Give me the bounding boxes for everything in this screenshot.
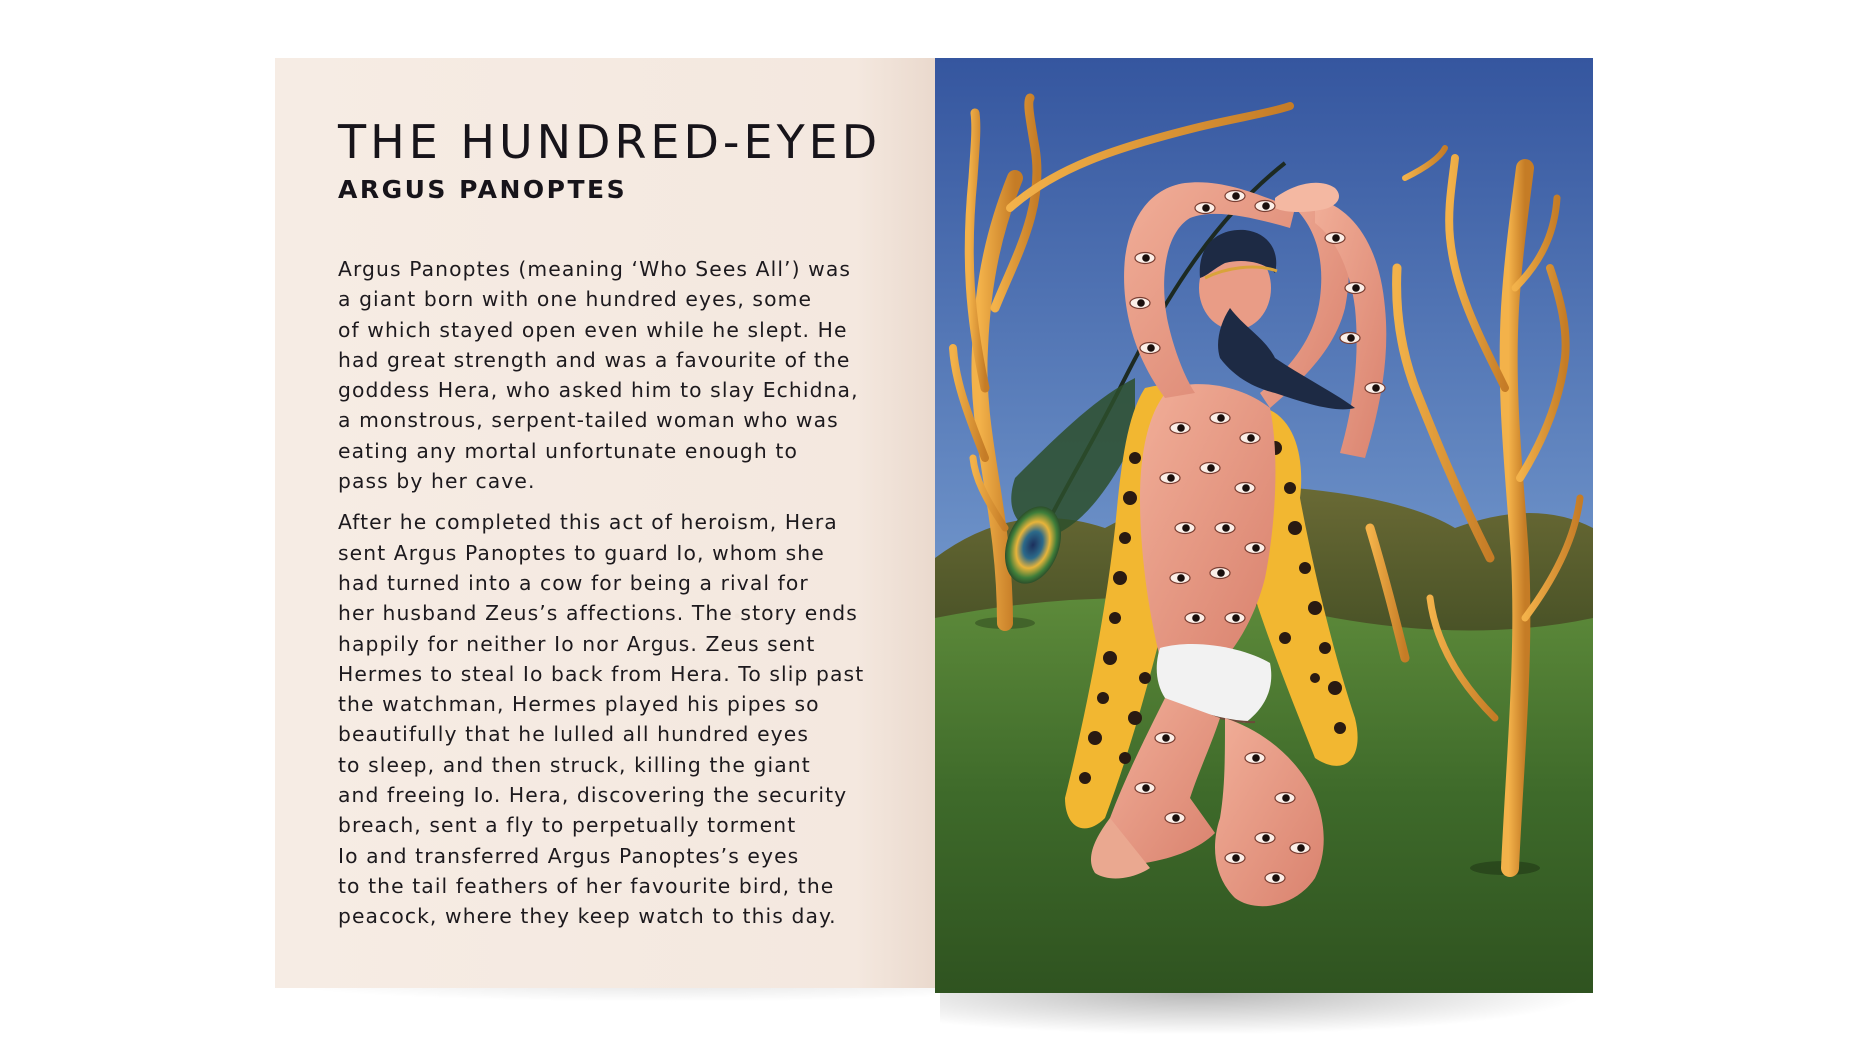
page-title: THE HUNDRED-EYED [338, 115, 882, 169]
eye-icon [1225, 191, 1245, 202]
eye-icon [1225, 613, 1245, 624]
text-line: the watchman, Hermes played his pipes so [338, 692, 820, 717]
eye-icon [1165, 813, 1185, 824]
text-line: Hermes to steal Io back from Hera. To slip past [338, 661, 865, 686]
eye-icon [1245, 543, 1265, 554]
eye-icon [1160, 473, 1180, 484]
text-line: to the tail feathers of her favourite bird, the [338, 873, 835, 898]
text-line: beautifully that he lulled all hundred eyes [338, 722, 809, 747]
eye-icon [1240, 433, 1260, 444]
body-paragraph [338, 507, 898, 931]
eye-icon [1200, 463, 1220, 474]
eye-icon [1185, 613, 1205, 624]
eye-icon [1135, 253, 1155, 264]
text-page [275, 58, 935, 988]
page-subtitle: ARGUS PANOPTES [338, 175, 628, 204]
text-line: her husband Zeus’s affections. The story ends [338, 601, 858, 626]
eye-icon [1210, 413, 1230, 424]
eye-icon [1215, 523, 1235, 534]
eye-icon [1265, 873, 1285, 884]
text-line: happily for neither Io nor Argus. Zeus sent [338, 631, 816, 656]
eye-icon [1155, 733, 1175, 744]
eye-icon [1170, 573, 1190, 584]
text-line: a monstrous, serpent-tailed woman who was [338, 408, 839, 433]
illustration-page [935, 58, 1593, 993]
eye-icon [1340, 333, 1360, 344]
eye-icon [1170, 423, 1190, 434]
eye-icon [1290, 843, 1310, 854]
text-line: of which stayed open even while he slept. He [338, 317, 848, 342]
eye-icon [1225, 853, 1245, 864]
text-line: Argus Panoptes (meaning ‘Who Sees All’) was [338, 257, 852, 281]
body-text [338, 254, 898, 943]
text-line: and freeing Io. Hera, discovering the security [338, 783, 848, 808]
text-line: to sleep, and then struck, killing the giant [338, 752, 811, 777]
eye-icon [1135, 783, 1155, 794]
eye-icon [1255, 201, 1275, 212]
argus-panoptes-illustration [935, 58, 1593, 993]
eye-icon [1210, 568, 1230, 579]
eye-icon [1130, 298, 1150, 309]
text-line: eating any mortal unfortunate enough to [338, 438, 798, 463]
text-line: pass by her cave. [338, 469, 536, 494]
eye-icon [1245, 753, 1265, 764]
text-line: sent Argus Panoptes to guard Io, whom she [338, 540, 825, 565]
text-line: goddess Hera, who asked him to slay Echidna, [338, 378, 859, 403]
text-line: had turned into a cow for being a rival for [338, 570, 809, 595]
eye-icon [1275, 793, 1295, 804]
eye-icon [1365, 383, 1385, 394]
eye-icon [1140, 343, 1160, 354]
text-line: a giant born with one hundred eyes, some [338, 287, 813, 312]
eye-icon [1255, 833, 1275, 844]
text-line: breach, sent a fly to perpetually torment [338, 813, 797, 838]
body-paragraph [338, 254, 898, 496]
text-line: Io and transferred Argus Panoptes’s eyes [338, 843, 800, 868]
eye-icon [1195, 203, 1215, 214]
eye-icon [1345, 283, 1365, 294]
eye-icon [1175, 523, 1195, 534]
eye-icon [1235, 483, 1255, 494]
text-line: had great strength and was a favourite of the [338, 347, 851, 372]
text-line: peacock, where they keep watch to this day. [338, 904, 837, 929]
eye-icon [1325, 233, 1345, 244]
text-line: After he completed this act of heroism, Hera [338, 510, 838, 535]
